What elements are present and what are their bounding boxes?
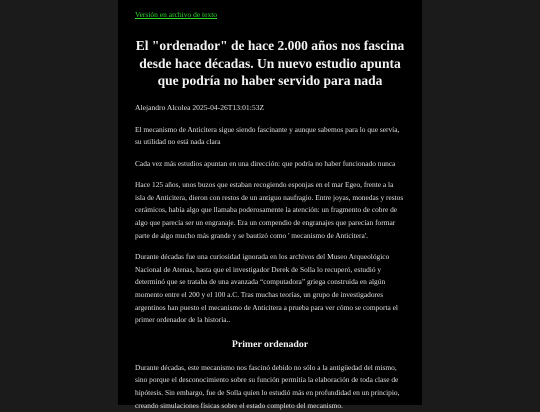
article-page	[118, 0, 422, 410]
article-subtitle-2: Cada vez más estudios apuntan en una dirección: que podría no haber funcionado nunca	[135, 158, 396, 168]
article-paragraph: Hace 125 años, unos buzos que estaban recogiendo esponjas en el mar Egeo, frente a la isla de Anticitera, dieron con restos de un antiguo naufragio. Entre joyas, monedas y restos cerámicos, había algo que llamaba poderosamente la atención: un fragmento de cobre de algo que parecía ser un engranaje. Era un compendio de engranajes que parecían formar parte de algo mucho más grande y se bautizó como ' mecanismo de Anticitera'.	[135, 180, 404, 240]
section-heading: Primer ordenador	[231, 338, 309, 350]
article-byline: Alejandro Alcolea 2025-04-26T13:01:53Z	[135, 102, 265, 112]
article-title: El "ordenador" de hace 2.000 años nos fascina desde hace décadas. Un nuevo estudio apunta que podría no haber servido para nada	[135, 38, 405, 88]
text-version-link[interactable]: Versión en archivo de texto	[135, 10, 218, 19]
article-container	[118, 0, 422, 412]
article-paragraph: Durante décadas, este mecanismo nos fascinó debido no sólo a la antigüedad del mismo, sino porque el desconocimiento sobre su función permitía la elaboración de toda clase de hipótesis. Sin embargo, fue de Solla quien lo estudió más en profundidad en un principio, creando simulaciones físicas sobre el estado completo del mecanismo.	[135, 362, 400, 410]
article-subtitle: El mecanismo de Anticitera sigue siendo fascinante y aunque sabemos para lo que servía, su utilidad no está nada clara	[135, 124, 400, 147]
article-paragraph: Durante décadas fue una curiosidad ignorada en los archivos del Museo Arqueológico Nacional de Atenas, hasta que el investigador Derek de Solla lo recuperó, estudió y determinó que se trataba de una avanzada “computadora” griega construida en algún momento entre el 200 y el 100 a.C. Tras muchas teorías, un grupo de investigadores argentinos han puesto el mecanismo de Anticitera a prueba para ver cómo se comporta el primer ordenador de la historia..	[135, 252, 398, 325]
